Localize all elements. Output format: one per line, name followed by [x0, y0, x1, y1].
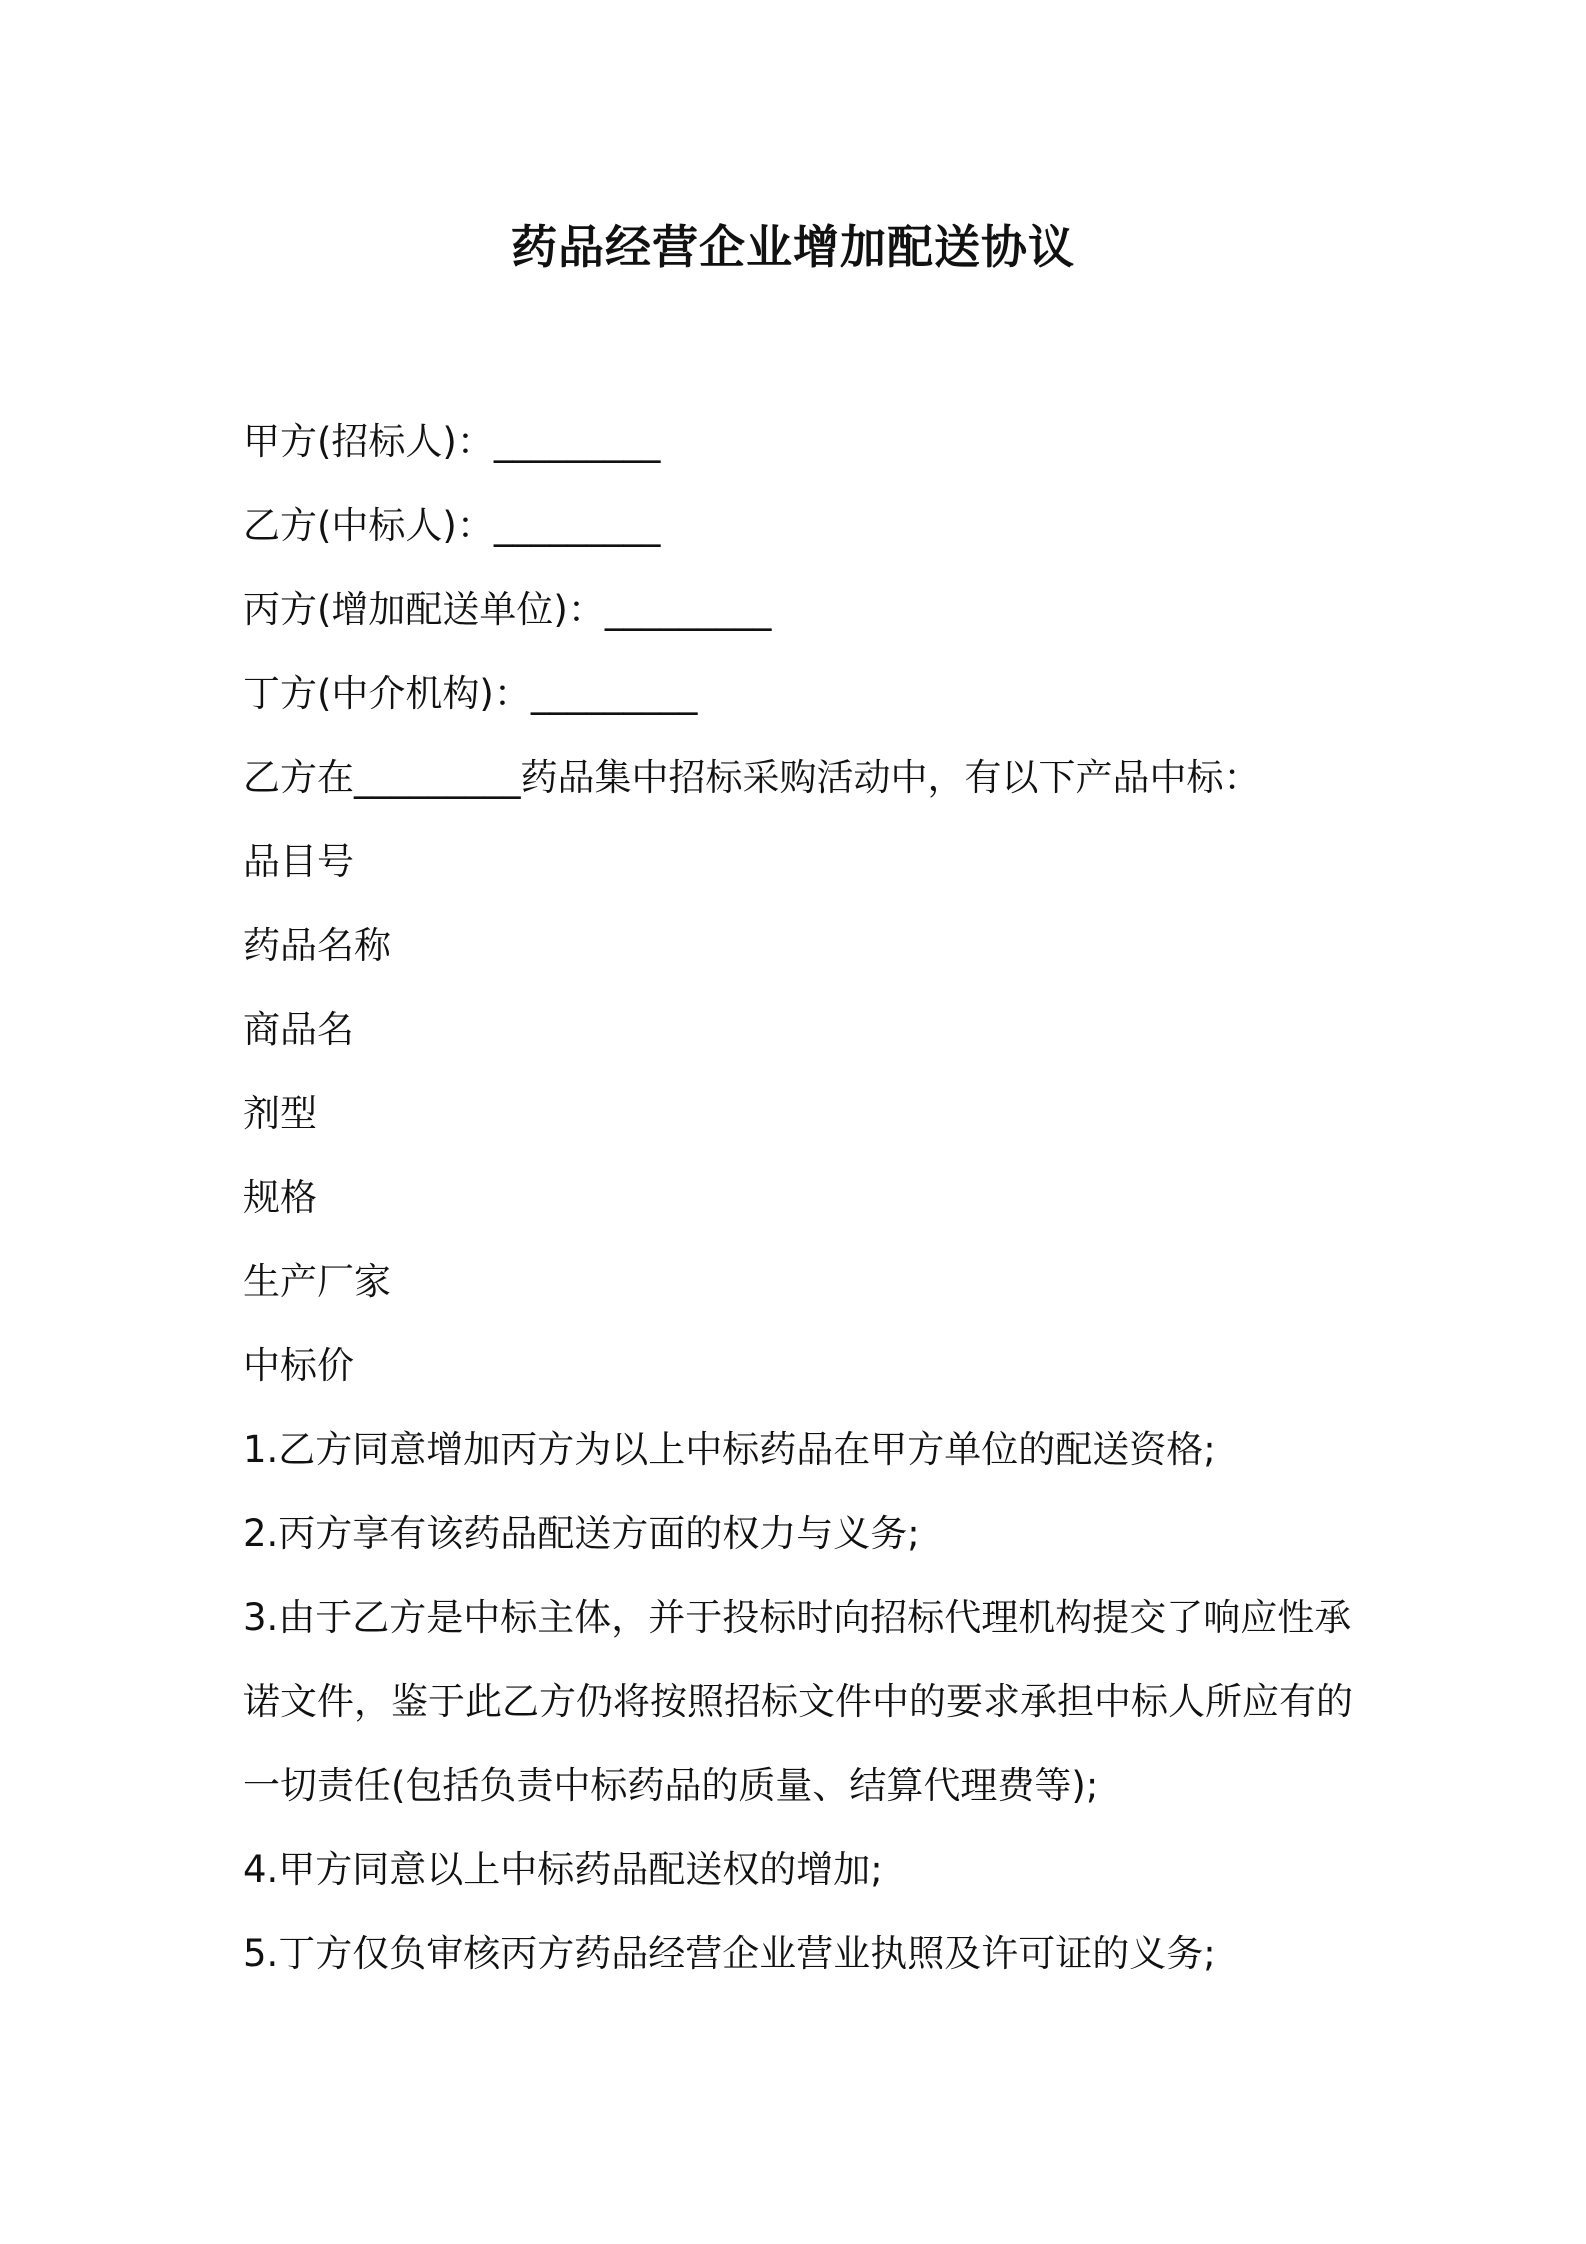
document-title: 药品经营企业增加配送协议	[511, 220, 1075, 274]
field-winning-price: 中标价	[243, 1344, 354, 1387]
field-trade-name: 商品名	[243, 1008, 354, 1051]
field-drug-name: 药品名称	[243, 924, 391, 967]
party-a-line: 甲方(招标人)：_________	[243, 420, 661, 463]
field-manufacturer: 生产厂家	[243, 1260, 391, 1303]
field-specification: 规格	[243, 1176, 317, 1219]
party-b-line: 乙方(中标人)：_________	[243, 504, 661, 547]
party-d-line: 丁方(中介机构)：_________	[243, 672, 698, 715]
clause-5: 5.丁方仅负审核丙方药品经营企业营业执照及许可证的义务;	[243, 1932, 1216, 1975]
document-body	[243, 400, 1373, 1996]
clause-3-line-3: 一切责任(包括负责中标药品的质量、结算代理费等);	[243, 1764, 1099, 1807]
field-dosage-form: 剂型	[243, 1092, 317, 1135]
field-item-number: 品目号	[243, 840, 354, 883]
clause-1: 1.乙方同意增加丙方为以上中标药品在甲方单位的配送资格;	[243, 1428, 1216, 1471]
clause-2: 2.丙方享有该药品配送方面的权力与义务;	[243, 1512, 920, 1555]
party-c-line: 丙方(增加配送单位)：_________	[243, 588, 772, 631]
bid-intro-line: 乙方在_________药品集中招标采购活动中，有以下产品中标：	[243, 756, 1261, 799]
clause-3-line-1: 3.由于乙方是中标主体，并于投标时向招标代理机构提交了响应性承	[243, 1596, 1352, 1639]
clause-3-line-2: 诺文件，鉴于此乙方仍将按照招标文件中的要求承担中标人所应有的	[243, 1680, 1353, 1723]
clause-4: 4.甲方同意以上中标药品配送权的增加;	[243, 1848, 883, 1891]
